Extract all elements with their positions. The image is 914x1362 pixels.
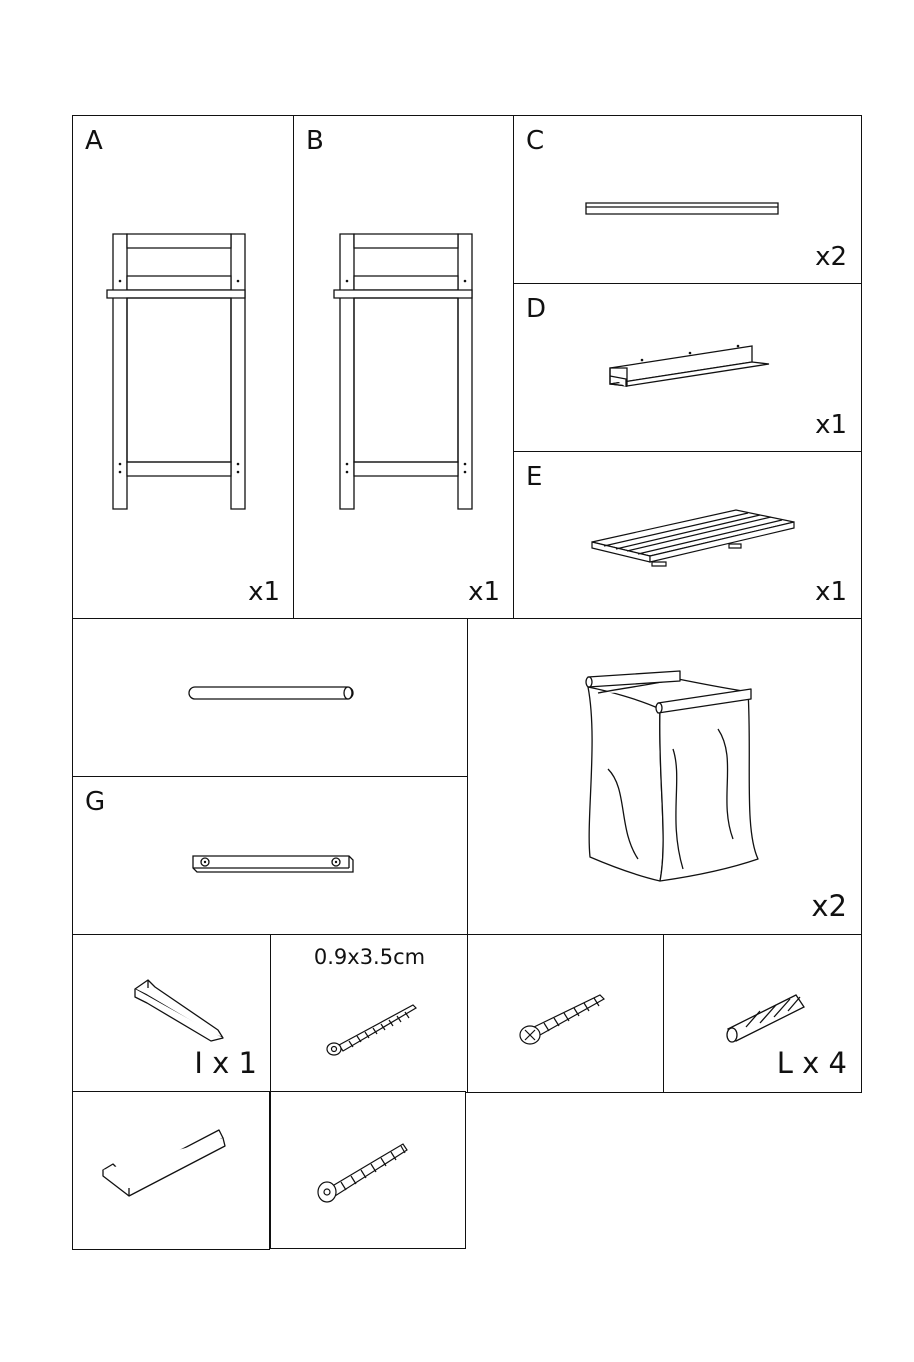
- part-f-panel: [72, 618, 469, 778]
- screw-icon: [271, 1092, 467, 1250]
- part-e-letter: E: [526, 462, 543, 492]
- screw-icon: [468, 935, 666, 1094]
- part-b-letter: B: [306, 126, 324, 156]
- part-a-panel: [72, 115, 295, 620]
- part-i-quantity: I x 1: [194, 1046, 257, 1080]
- part-d-quantity: x1: [815, 410, 847, 440]
- bracket-icon: [73, 777, 470, 937]
- slatted-shelf-icon: [514, 452, 863, 621]
- part-n-panel: [270, 1091, 466, 1249]
- part-j-spec: 0.9x3.5cm: [313, 945, 426, 969]
- part-i-panel: [72, 934, 272, 1093]
- part-d-letter: D: [526, 294, 547, 324]
- part-b-panel: [293, 115, 515, 620]
- part-h-panel: [467, 618, 862, 936]
- part-c-letter: C: [526, 126, 545, 156]
- side-frame-icon: [294, 116, 516, 621]
- part-l-quantity: L x 4: [776, 1046, 847, 1080]
- part-a-quantity: x1: [248, 577, 280, 607]
- part-e-panel: [513, 451, 862, 620]
- part-e-quantity: x1: [815, 577, 847, 607]
- part-c-panel: [513, 115, 862, 285]
- rod-icon: [73, 619, 470, 779]
- part-c-quantity: x2: [815, 242, 847, 272]
- part-h-quantity: x2: [811, 889, 847, 923]
- laundry-bag-icon: [468, 619, 863, 937]
- part-j-panel: [270, 934, 469, 1093]
- part-g-letter: G: [85, 787, 106, 817]
- screw-icon: [271, 935, 470, 1094]
- part-l-panel: [663, 934, 862, 1093]
- part-d-panel: [513, 283, 862, 453]
- shelf-icon: [514, 284, 863, 454]
- part-m-panel: [72, 1091, 270, 1250]
- part-b-quantity: x1: [468, 577, 500, 607]
- part-a-letter: A: [85, 126, 103, 156]
- rail-icon: [514, 116, 863, 286]
- allen-key-icon: [73, 1092, 271, 1251]
- side-frame-icon: [73, 116, 296, 621]
- part-k-panel: [467, 934, 665, 1093]
- part-g-panel: [72, 776, 469, 936]
